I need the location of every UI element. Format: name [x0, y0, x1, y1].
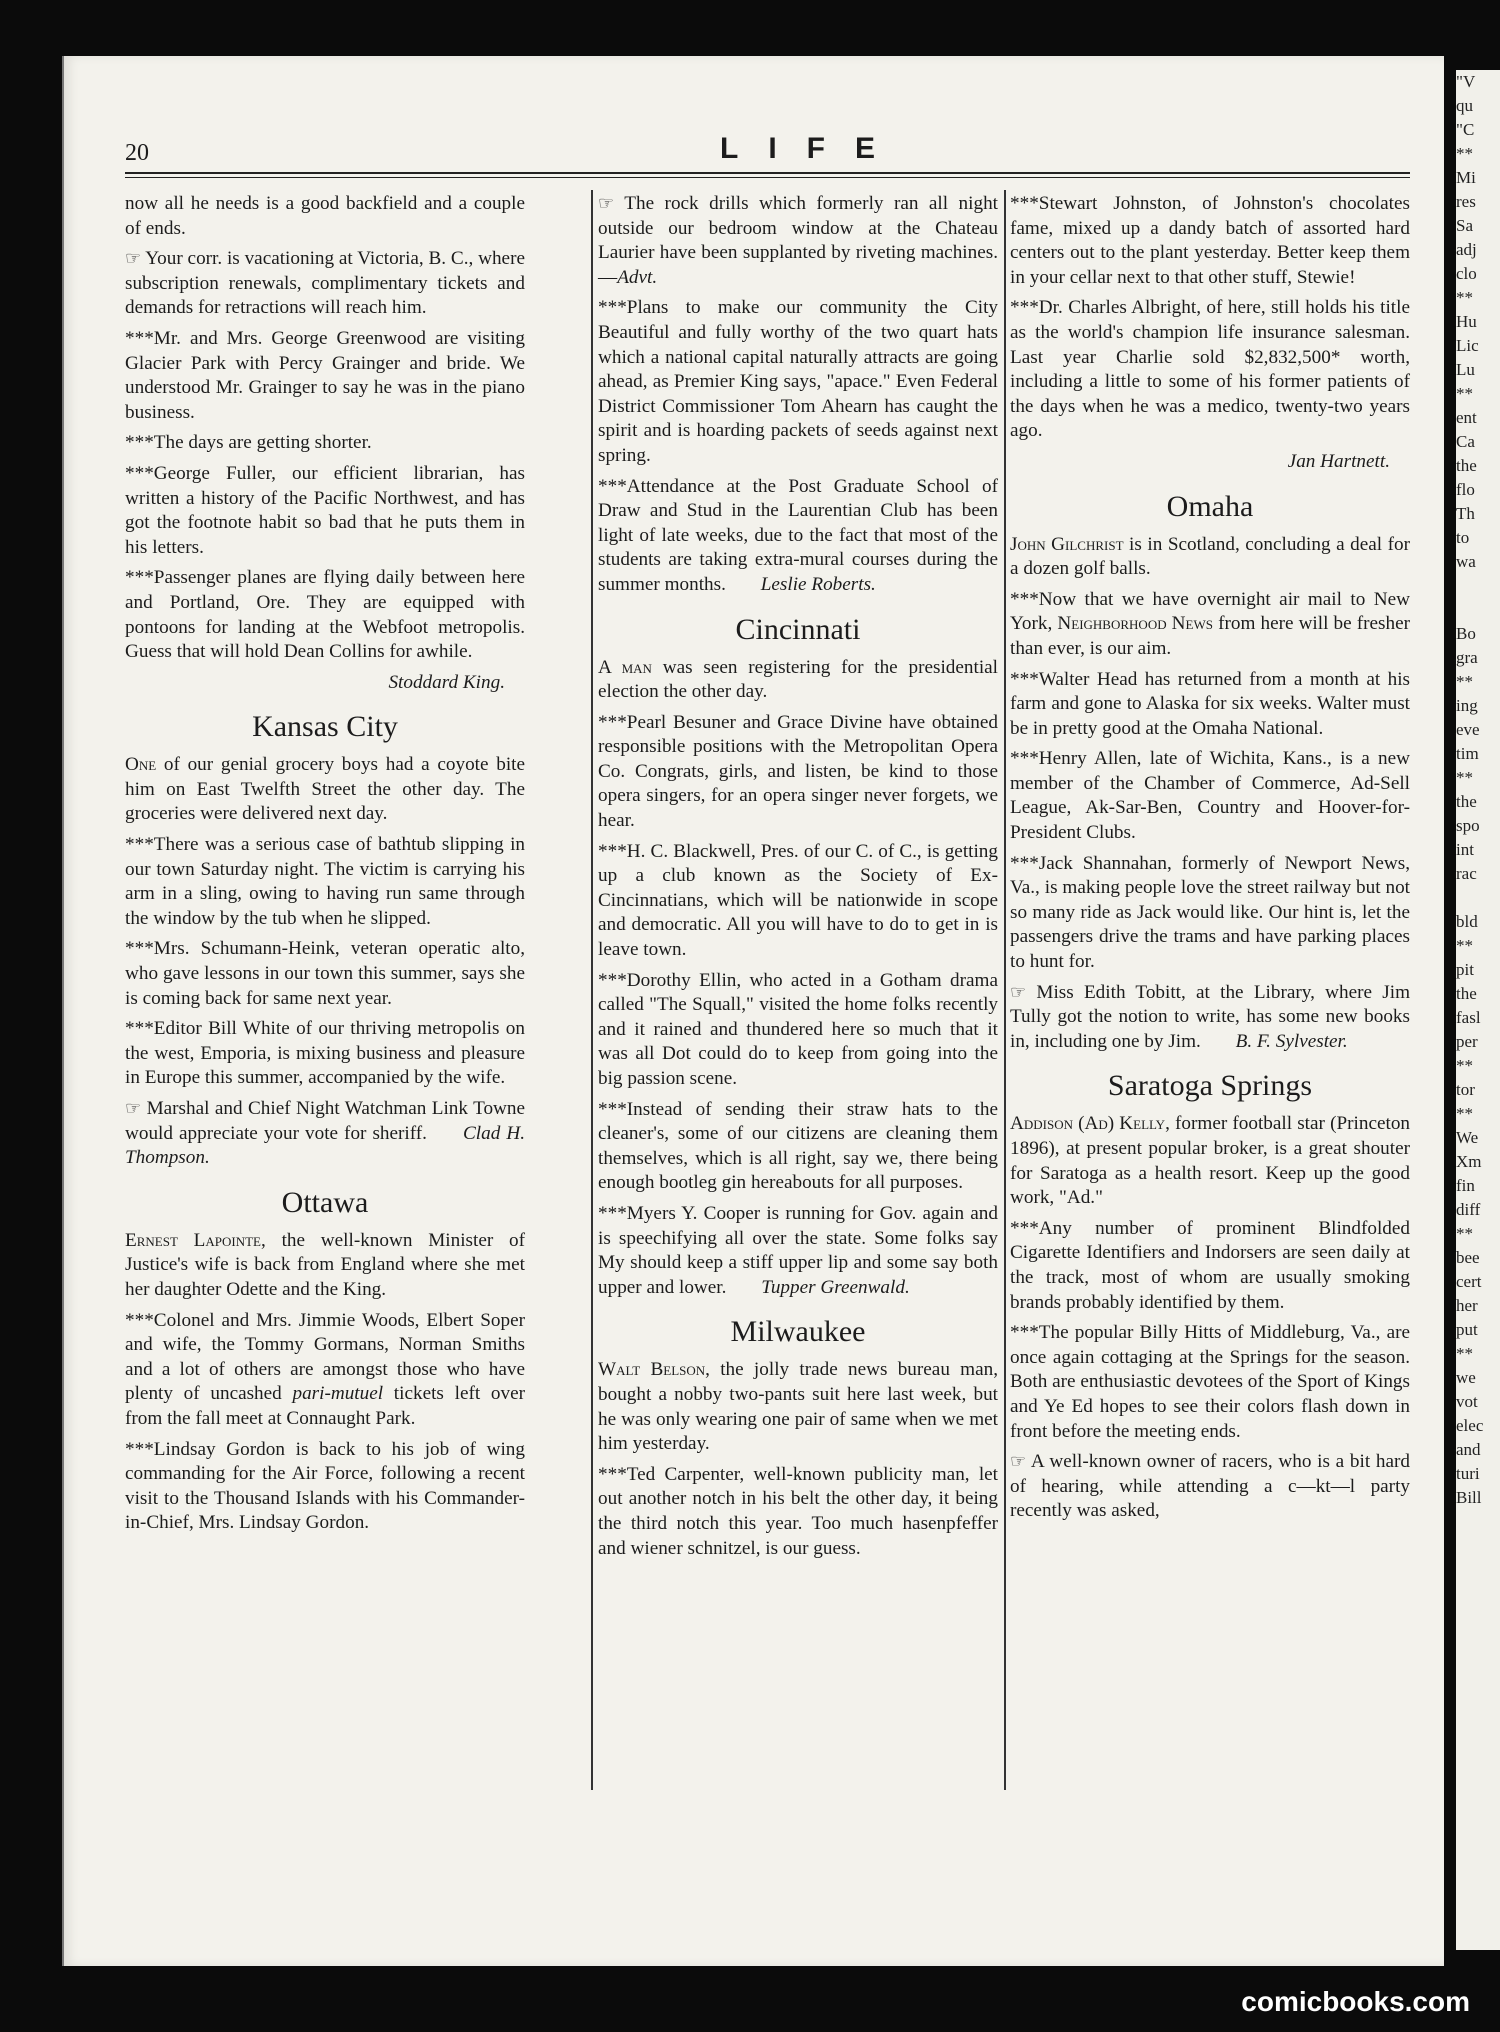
paragraph: [598, 192, 998, 290]
paragraph: [1010, 588, 1410, 662]
next-page-fragment: **: [1456, 1224, 1473, 1243]
next-page-fragment: bld: [1456, 912, 1478, 931]
next-page-fragment: "V: [1456, 72, 1476, 91]
paragraph: ***Stewart Johnston, of Johnston's chocolates fame, mixed up a dandy batch of assorted hard centers out to the plant yesterday. Better keep them in your cellar next to that other stuff, Stewie!: [1010, 193, 1410, 288]
next-page-fragment: Th: [1456, 504, 1475, 523]
next-page-fragment: eve: [1456, 720, 1480, 739]
paragraph: ***Dorothy Ellin, who acted in a Gotham drama called "The Squall," visited the home folks recently and it rained and thundered here so much that it was all Dot could do to keep from going into the big passion scene.: [598, 969, 998, 1089]
paragraph: [598, 1202, 998, 1300]
column-2: [598, 192, 998, 1567]
paragraph-text: the jolly trade news bureau man, bought a nobby two-pants suit here last week, but he was only wearing one pair of same when we met him yesterday.: [598, 1359, 999, 1455]
paragraph: ***Instead of sending their straw hats to the cleaner's, some of our citizens are cleaning them themselves, which is all right, say we, there being enough bootleg gin hereabouts for all purposes.: [598, 1098, 998, 1194]
paragraph: ***Lindsay Gordon is back to his job of wing commanding for the Air Force, following a recent visit to the Thousand Islands with his Commander-in-Chief, Mrs. Lindsay Gordon.: [125, 1438, 525, 1534]
paragraph-text: The rock drills which formerly ran all night outside our bedroom window at the Chateau Laurier have been supplanted by riveting machines.—: [598, 193, 998, 288]
next-page-fragment: [1456, 598, 1500, 622]
paragraph-text: is in Scotland, concluding a deal for a dozen golf balls.: [1010, 533, 1410, 580]
next-page-fragment: cert: [1456, 1272, 1482, 1291]
next-page-fragment: diff: [1456, 1200, 1481, 1219]
next-page-fragment: spo: [1456, 816, 1480, 835]
next-page-fragment: **: [1456, 672, 1473, 691]
next-page-fragment: the: [1456, 792, 1477, 811]
next-page-fragment: per: [1456, 1032, 1478, 1051]
pointing-hand-icon: ☞: [1010, 1451, 1027, 1473]
next-page-fragment: gra: [1456, 648, 1478, 667]
lead-in: Addison (Ad) Kelly,: [1010, 1113, 1170, 1135]
paragraph-text: Miss Edith Tobitt, at the Library, where Jim Tully got the notion to write, has some new books in, including one by Jim.: [1010, 981, 1411, 1052]
lead-in: One: [125, 754, 157, 776]
next-page-fragment: clo: [1456, 264, 1477, 283]
paragraph: [125, 1229, 525, 1303]
next-page-fragment: Xm: [1456, 1152, 1482, 1171]
lead-in: John Gilchrist: [1010, 533, 1124, 555]
pointing-hand-icon: ☞: [1010, 981, 1027, 1003]
paragraph: [125, 247, 525, 321]
next-page-fragment: res: [1456, 192, 1476, 211]
section-heading-saratoga-springs: Saratoga Springs: [1107, 1069, 1313, 1103]
paragraph: ***George Fuller, our efficient librarian, has written a history of the Pacific Northwest, and has got the footnote habit so bad that he puts them in his letters.: [125, 462, 525, 558]
next-page-fragment: and: [1456, 1440, 1481, 1459]
paragraph: [125, 753, 525, 827]
pointing-hand-icon: ☞: [125, 1098, 142, 1119]
next-page-text: [1456, 70, 1500, 1510]
next-page-fragment: Bo: [1456, 624, 1476, 643]
paragraph: ***Editor Bill White of our thriving metropolis on the west, Emporia, is mixing business and pleasure in Europe this summer, accompanied by the wife.: [125, 1018, 525, 1089]
next-page-fragment: Lic: [1456, 336, 1479, 355]
next-page-fragment: **: [1456, 1056, 1473, 1075]
next-page-fragment: ent: [1456, 408, 1477, 427]
next-page-fragment: we: [1456, 1368, 1476, 1387]
next-page-edge: [1456, 70, 1500, 1950]
next-page-fragment: int: [1456, 840, 1474, 859]
paragraph: ***The popular Billy Hitts of Middleburg, Va., are once again cottaging at the Springs for the season. Both are enthusiastic devotees of the Sport of Kings and Ye Ed hopes to see their colors flash down in front before the meeting ends.: [1010, 1322, 1410, 1442]
paragraph: ***Passenger planes are flying daily between here and Portland, Ore. They are equipped with pontoons for landing at the Webfoot metropolis. Guess that will hold Dean Collins for awhile.: [125, 567, 525, 663]
paragraph-text: Marshal and Chief Night Watchman Link Towne would appreciate your vote for sheriff.: [125, 1098, 526, 1144]
paragraph: ***There was a serious case of bathtub slipping in our town Saturday night. The victim is carrying his arm in a sling, owing to having run same through the window by the tub when he slipped.: [125, 834, 525, 929]
next-page-fragment: [1456, 574, 1500, 598]
paragraph-text: tickets left over from the fall meet at Connaught Park.: [125, 1383, 525, 1429]
page-number: 20: [125, 140, 149, 166]
next-page-fragment: **: [1456, 144, 1473, 163]
paragraph-text: ***Colonel and Mrs. Jimmie Woods, Elbert Soper and wife, the Tommy Gormans, Norman Smiths and a lot of others are amongst those who have plenty of uncashed: [125, 1309, 525, 1405]
lead-in: A man: [598, 656, 652, 678]
next-page-fragment: wa: [1456, 552, 1476, 571]
byline: B. F. Sylvester.: [1235, 1030, 1348, 1052]
next-page-fragment: Hu: [1456, 312, 1477, 331]
section-heading-omaha: Omaha: [1166, 489, 1254, 523]
column-divider: [1004, 190, 1006, 1790]
byline: Stoddard King.: [388, 671, 505, 693]
paragraph: ***Dr. Charles Albright, of here, still holds his title as the world's champion life insurance salesman. Last year Charlie sold $2,832,500* worth, including a little to some of his former patients of the days when he was a medico, twenty-two years ago.: [1010, 297, 1410, 442]
section-heading-kansas-city: Kansas City: [252, 710, 398, 744]
next-page-fragment: "C: [1456, 120, 1475, 139]
paragraph: [598, 1358, 998, 1456]
header-rule: [125, 172, 1410, 174]
section-heading-cincinnati: Cincinnati: [735, 612, 861, 646]
next-page-fragment: **: [1456, 1104, 1473, 1123]
paragraph-text: of our genial grocery boys had a coyote bite him on East Twelfth Street the other day. The groceries were delivered next day.: [125, 754, 525, 825]
column-3: [1010, 192, 1410, 1530]
next-page-fragment: **: [1456, 384, 1473, 403]
pointing-hand-icon: ☞: [598, 193, 615, 214]
next-page-fragment: Bill: [1456, 1488, 1482, 1507]
paragraph: [1010, 1450, 1410, 1524]
paragraph-text: Your corr. is vacationing at Victoria, B. C., where subscription renewals, complimentary tickets and demands for retractions will reach him.: [125, 248, 525, 319]
section-heading-milwaukee: Milwaukee: [730, 1315, 866, 1349]
next-page-fragment: Lu: [1456, 360, 1475, 379]
next-page-fragment: vot: [1456, 1392, 1478, 1411]
next-page-fragment: **: [1456, 1344, 1473, 1363]
paragraph: [125, 1097, 525, 1171]
header-rule-thin: [125, 177, 1410, 178]
next-page-fragment: Mi: [1456, 168, 1476, 187]
next-page-fragment: the: [1456, 456, 1477, 475]
lead-in: Walt Belson,: [598, 1359, 710, 1381]
next-page-fragment: tim: [1456, 744, 1479, 763]
next-page-fragment: the: [1456, 984, 1477, 1003]
next-page-fragment: tor: [1456, 1080, 1475, 1099]
byline: Tupper Greenwald.: [761, 1276, 910, 1298]
next-page-fragment: fin: [1456, 1176, 1475, 1195]
paragraph: [1010, 981, 1410, 1055]
next-page-fragment: rac: [1456, 864, 1477, 883]
byline: Jan Hartnett.: [1287, 450, 1390, 472]
publication-name: Neighborhood News: [1057, 613, 1213, 635]
next-page-fragment: **: [1456, 936, 1473, 955]
next-page-fragment: **: [1456, 288, 1473, 307]
next-page-fragment: Ca: [1456, 432, 1475, 451]
next-page-fragment: pit: [1456, 960, 1474, 979]
paragraph-text: former football star (Princeton 1896), at present popular broker, is a great shouter for Saratoga as a health resort. Keep up the good work, "Ad.": [1010, 1113, 1411, 1209]
next-page-fragment: her: [1456, 1296, 1478, 1315]
next-page-fragment: turi: [1456, 1464, 1480, 1483]
paragraph: ***Henry Allen, late of Wichita, Kans., is a new member of the Chamber of Commerce, Ad-Sell League, Ak-Sar-Ben, Country and Hoover-for-President Clubs.: [1010, 748, 1410, 844]
watermark: comicbooks.com: [1241, 1986, 1470, 2017]
paragraph-text: the well-known Minister of Justice's wife is back from England where she met her daughter Odette and the King.: [125, 1229, 525, 1300]
paragraph: [598, 656, 998, 705]
next-page-fragment: bee: [1456, 1248, 1480, 1267]
emphasis: Advt.: [617, 266, 658, 288]
paragraph: ***Walter Head has returned from a month at his farm and gone to Alaska for six weeks. Walter must be in pretty good at the Omaha National.: [1010, 668, 1410, 739]
magazine-title: LIFE: [720, 132, 905, 165]
byline: Clad H. Thompson.: [125, 1122, 525, 1169]
byline: Leslie Roberts.: [760, 573, 876, 595]
paragraph: ***Any number of prominent Blindfolded Cigarette Identifiers and Indorsers are seen daily at the track, most of whom are usually smoking brands probably identified by them.: [1010, 1217, 1410, 1313]
paragraph: ***Mr. and Mrs. George Greenwood are visiting Glacier Park with Percy Grainger and bride. We understood Mr. Grainger to say he was in the piano business.: [125, 327, 525, 423]
paragraph-text: ***Now that we have overnight air mail to New York,: [1010, 588, 1410, 635]
paragraph: [598, 475, 998, 598]
paragraph-text: ***Myers Y. Cooper is running for Gov. again and is speechifying all over the state. Some folks say My should keep a stiff upper lip and some say both upper and lower.: [598, 1202, 998, 1298]
next-page-fragment: Sa: [1456, 216, 1473, 235]
next-page-fragment: We: [1456, 1128, 1479, 1147]
next-page-fragment: adj: [1456, 240, 1477, 259]
paragraph-text: was seen registering for the presidential election the other day.: [598, 656, 999, 703]
paragraph-text: A well-known owner of racers, who is a bit hard of hearing, while attending a c—kt—l party recently was asked,: [1010, 1451, 1410, 1522]
paragraph-text: from here will be fresher than ever, is our aim.: [1010, 613, 1410, 659]
paragraph: ***Pearl Besuner and Grace Divine have obtained responsible positions with the Metropolitan Opera Co. Congrats, girls, and listen, be kind to those opera singers, for an opera singer never forgets, we hear.: [598, 711, 998, 832]
next-page-fragment: put: [1456, 1320, 1478, 1339]
column-1: [125, 192, 525, 1542]
emphasis: pari-mutuel: [292, 1383, 384, 1405]
paragraph: ***Mrs. Schumann-Heink, veteran operatic alto, who gave lessons in our town this summer, says she is coming back for same next year.: [125, 938, 525, 1009]
next-page-fragment: to: [1456, 528, 1470, 547]
lead-in: Ernest Lapointe,: [125, 1229, 266, 1251]
paragraph-text: ***Attendance at the Post Graduate School of Draw and Stud in the Laurentian Club has been light of late weeks, due to the fact that most of the students are taking extra-mural courses during the summer months.: [598, 475, 998, 595]
paragraph: ***Jack Shannahan, formerly of Newport News, Va., is making people love the street railway but not so many ride as Jack would like. Our hint is, let the passengers drive the trams and have parking places to hunt for.: [1010, 852, 1410, 973]
paragraph: now all he needs is a good backfield and a couple of ends.: [125, 193, 525, 239]
next-page-fragment: **: [1456, 768, 1473, 787]
paragraph: ***The days are getting shorter.: [125, 432, 372, 454]
paragraph: ***H. C. Blackwell, Pres. of our C. of C., is getting up a club known as the Society of Ex-Cincinnatians, which will be nationwide in scope and democratic. All you will have to do to get in is leave town.: [598, 840, 998, 961]
next-page-fragment: [1456, 886, 1500, 910]
next-page-fragment: flo: [1456, 480, 1475, 499]
paragraph: ***Ted Carpenter, well-known publicity man, let out another notch in his belt the other day, it being the third notch this year. Too much hasenpfeffer and wiener schnitzel, is our guess.: [598, 1463, 998, 1559]
next-page-fragment: fasl: [1456, 1008, 1481, 1027]
next-page-fragment: elec: [1456, 1416, 1484, 1435]
next-page-fragment: ing: [1456, 696, 1478, 715]
paragraph: [125, 1309, 525, 1432]
next-page-fragment: qu: [1456, 96, 1473, 115]
column-divider: [591, 190, 593, 1790]
paragraph: ***Plans to make our community the City Beautiful and fully worthy of the two quart hats which a national capital naturally attracts are going ahead, as Premier King says, "apace." Even Federal District Commissioner Tom Ahearn has caught the spirit and is hoarding packets of seeds against next spring.: [598, 297, 998, 466]
paragraph: [1010, 1112, 1410, 1210]
section-heading-ottawa: Ottawa: [281, 1185, 369, 1219]
pointing-hand-icon: ☞: [125, 248, 142, 270]
paragraph: [1010, 533, 1410, 582]
